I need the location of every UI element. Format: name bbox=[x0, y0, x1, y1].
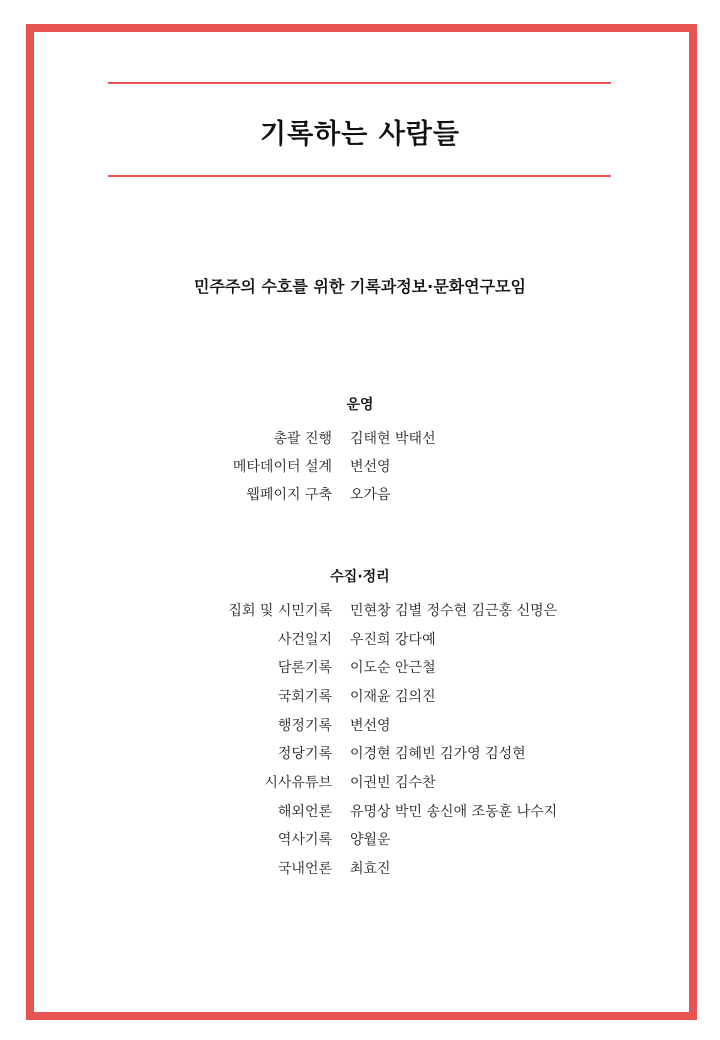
credit-names: 유명상 박민 송신애 조동훈 나수지 bbox=[350, 804, 558, 820]
section-heading-operations: 운영 bbox=[346, 397, 374, 413]
organization-subtitle: 민주주의 수호를 위한 기록과정보·문화연구모임 bbox=[194, 277, 526, 296]
page-title: 기록하는 사람들 bbox=[260, 119, 460, 150]
credit-role: 역사기록 bbox=[277, 832, 332, 848]
credit-row bbox=[0, 714, 720, 738]
credit-names: 양월운 bbox=[350, 832, 391, 848]
credit-row bbox=[0, 427, 720, 451]
credit-row bbox=[0, 828, 720, 852]
credit-role: 시사유튜브 bbox=[264, 775, 332, 791]
title-top-rule bbox=[108, 82, 611, 84]
title-bottom-rule bbox=[108, 175, 611, 177]
credit-row bbox=[0, 771, 720, 795]
credit-role: 담론기록 bbox=[277, 660, 332, 676]
credit-names: 이도순 안근철 bbox=[350, 660, 436, 676]
credit-names: 변선영 bbox=[350, 718, 391, 734]
credit-names: 이권빈 김수찬 bbox=[350, 775, 436, 791]
credit-names: 이경현 김혜빈 김가영 김성현 bbox=[350, 746, 526, 762]
credit-names: 변선영 bbox=[350, 459, 391, 475]
credit-role: 사건일지 bbox=[277, 632, 332, 648]
credit-row bbox=[0, 628, 720, 652]
credit-role: 집회 및 시민기록 bbox=[228, 603, 332, 619]
credit-names: 김태현 박태선 bbox=[350, 431, 436, 447]
credit-row bbox=[0, 599, 720, 623]
credit-role: 총괄 진행 bbox=[273, 431, 332, 447]
credit-role: 정당기록 bbox=[277, 746, 332, 762]
credit-names: 오가음 bbox=[350, 487, 391, 503]
credit-row bbox=[0, 656, 720, 680]
credit-row bbox=[0, 742, 720, 766]
credit-role: 국회기록 bbox=[277, 689, 332, 705]
credit-role: 국내언론 bbox=[277, 861, 332, 877]
credit-role: 해외언론 bbox=[277, 804, 332, 820]
credit-row bbox=[0, 483, 720, 507]
section-heading-collection: 수집·정리 bbox=[330, 569, 390, 585]
credit-role: 행정기록 bbox=[277, 718, 332, 734]
credit-role: 메타데이터 설계 bbox=[232, 459, 332, 475]
credit-names: 우진희 강다예 bbox=[350, 632, 436, 648]
credit-names: 이재윤 김의진 bbox=[350, 689, 436, 705]
credit-row bbox=[0, 800, 720, 824]
credit-row bbox=[0, 685, 720, 709]
credit-row bbox=[0, 857, 720, 881]
credit-row bbox=[0, 455, 720, 479]
credit-names: 최효진 bbox=[350, 861, 391, 877]
credit-role: 웹페이지 구축 bbox=[246, 487, 332, 503]
credit-names: 민현창 김별 정수현 김근홍 신명은 bbox=[350, 603, 558, 619]
